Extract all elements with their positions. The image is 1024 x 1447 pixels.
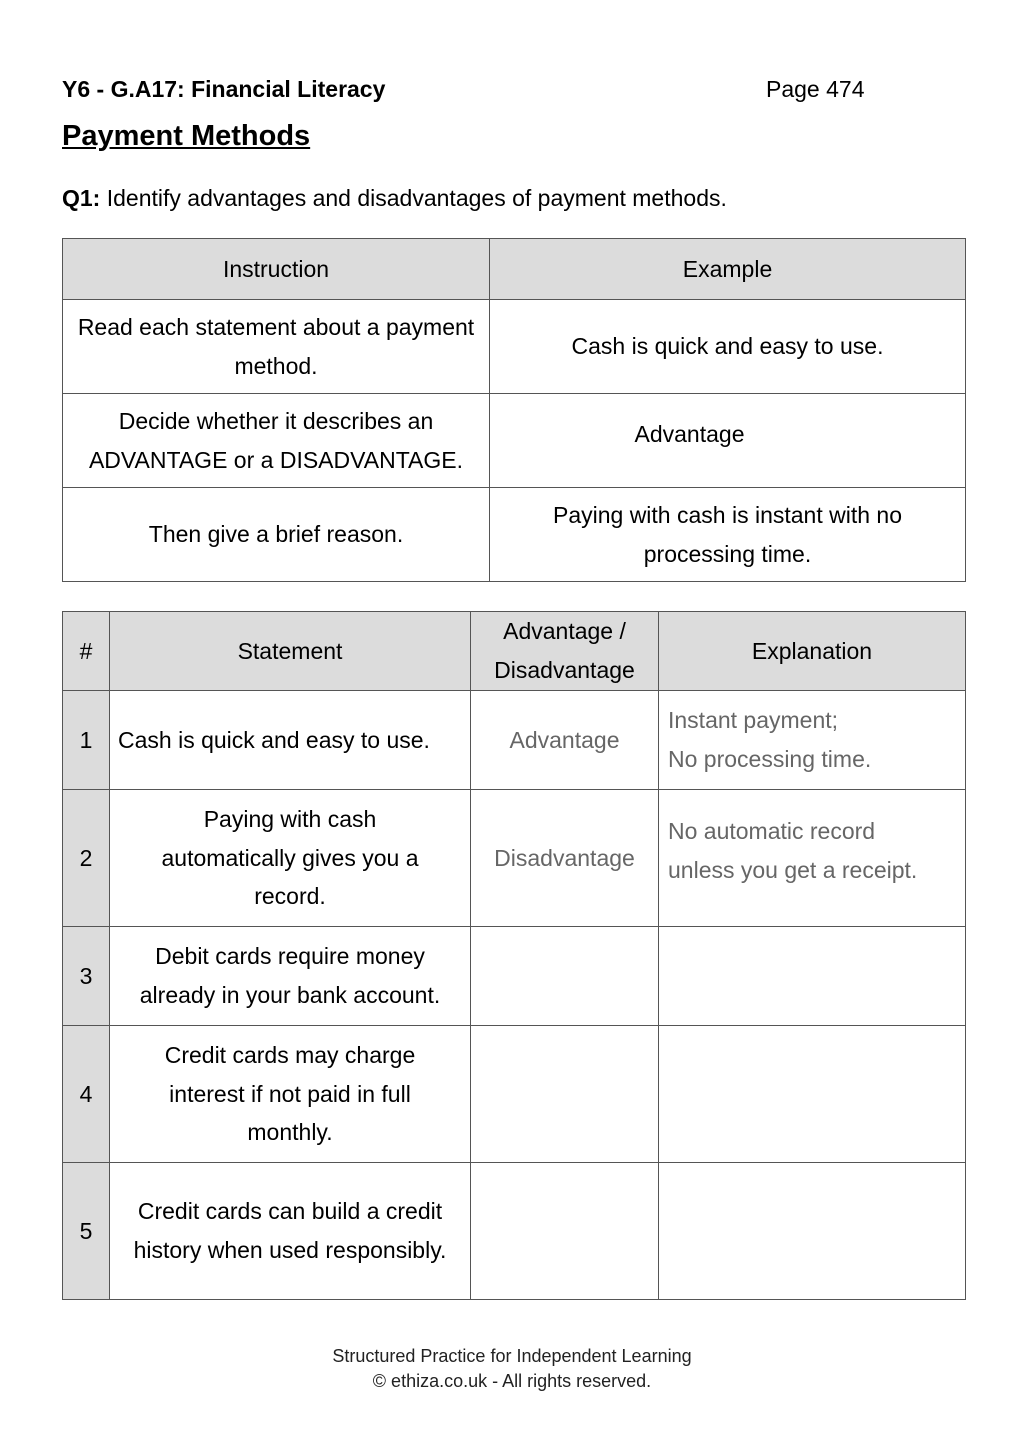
answer-cell[interactable] — [471, 1026, 659, 1163]
statement-cell: Credit cards may charge interest if not paid in full monthly. — [110, 1026, 471, 1163]
statement-header: Statement — [110, 612, 471, 691]
row-number: 1 — [63, 691, 110, 790]
explanation-line: No processing time. — [668, 745, 872, 772]
statement-cell: Cash is quick and easy to use. — [110, 691, 471, 790]
answer-cell[interactable]: Disadvantage — [471, 790, 659, 927]
course-title: Y6 - G.A17: Financial Literacy — [62, 76, 386, 102]
instruction-header: Instruction — [63, 239, 490, 300]
worksheet-table — [62, 611, 966, 1300]
table-row — [63, 1026, 966, 1163]
table-row — [63, 691, 966, 790]
table-row — [63, 300, 966, 394]
explanation-line: No automatic record — [668, 818, 876, 844]
table-row — [63, 488, 966, 582]
advantage-disadvantage-header: Advantage / Disadvantage — [471, 612, 659, 691]
example-cell: Advantage — [490, 394, 966, 488]
explanation-header: Explanation — [659, 612, 966, 691]
question-label: Q1: — [62, 185, 101, 211]
explanation-cell[interactable] — [659, 927, 966, 1026]
explanation-cell[interactable] — [659, 1163, 966, 1300]
explanation-line: Instant payment; — [668, 707, 839, 733]
row-number: 4 — [63, 1026, 110, 1163]
answer-cell[interactable]: Advantage — [471, 691, 659, 790]
explanation-cell[interactable] — [659, 1026, 966, 1163]
footer-copyright: © ethiza.co.uk - All rights reserved. — [372, 1371, 652, 1391]
answer-cell[interactable] — [471, 927, 659, 1026]
instruction-cell: Read each statement about a payment method. — [63, 300, 490, 394]
question — [62, 185, 727, 212]
statement-cell: Debit cards require money already in your bank account. — [110, 927, 471, 1026]
answer-cell[interactable] — [471, 1163, 659, 1300]
statement-cell: Credit cards can build a credit history when used responsibly. — [110, 1163, 471, 1300]
table-row — [63, 394, 966, 488]
footer-tagline: Structured Practice for Independent Learning — [332, 1346, 692, 1366]
question-text: Identify advantages and disadvantages of payment methods. — [100, 185, 727, 211]
example-cell: Cash is quick and easy to use. — [490, 300, 966, 394]
row-number: 2 — [63, 790, 110, 927]
table-row — [63, 927, 966, 1026]
table-row — [63, 1163, 966, 1300]
explanation-cell[interactable] — [659, 790, 966, 927]
instruction-cell: Then give a brief reason. — [63, 488, 490, 582]
instruction-cell: Decide whether it describes an ADVANTAGE or a DISADVANTAGE. — [63, 394, 490, 488]
row-number: 5 — [63, 1163, 110, 1300]
page-title: Payment Methods — [62, 120, 311, 152]
worksheet-table-header — [63, 612, 966, 691]
example-cell: Paying with cash is instant with no processing time. — [490, 488, 966, 582]
number-header: # — [63, 612, 110, 691]
statement-cell: Paying with cash automatically gives you a record. — [110, 790, 471, 927]
instruction-table — [62, 238, 966, 582]
example-header: Example — [490, 239, 966, 300]
explanation-line: unless you get a receipt. — [668, 856, 918, 883]
explanation-cell[interactable] — [659, 691, 966, 790]
page-number: Page 474 — [766, 76, 865, 102]
table-row — [63, 790, 966, 927]
instruction-table-header — [63, 239, 966, 300]
row-number: 3 — [63, 927, 110, 1026]
